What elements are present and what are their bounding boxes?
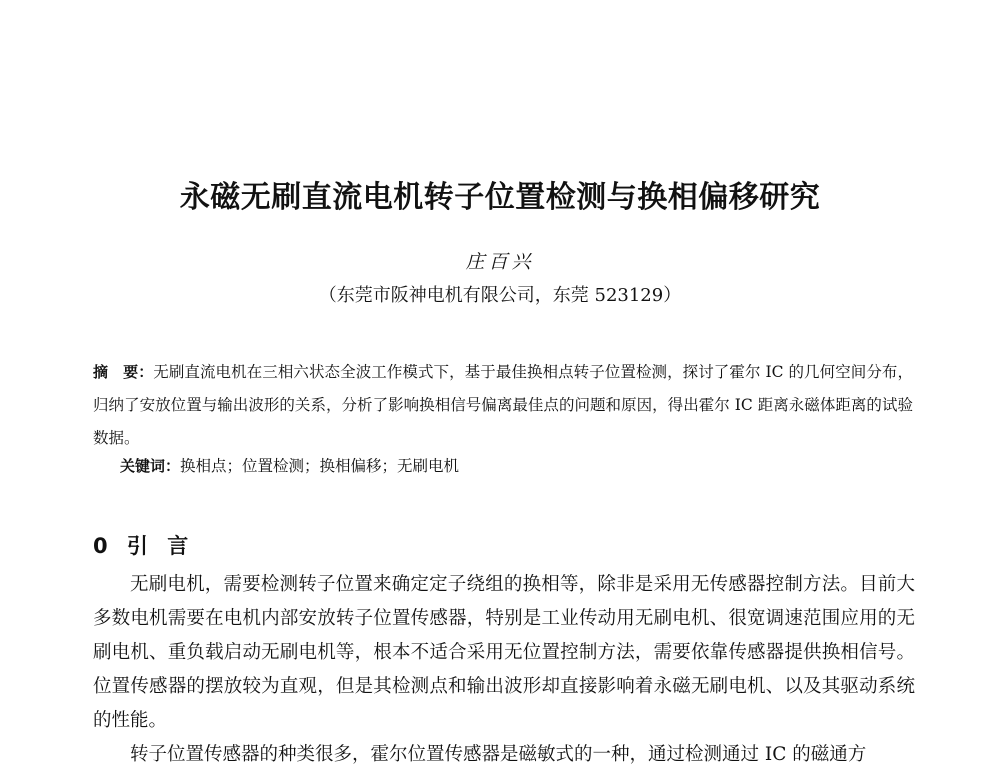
abstract <box>93 356 913 455</box>
author-affiliation: （东莞市阪神电机有限公司，东莞 523129） <box>318 285 682 306</box>
paper-title: 永磁无刷直流电机转子位置检测与换相偏移研究 <box>179 180 821 215</box>
keywords-label: 关键词： <box>120 457 181 475</box>
author-name: 庄百兴 <box>465 251 535 273</box>
paragraph: 无刷电机，需要检测转子位置来确定定子绕组的换相等，除非是采用无传感器控制方法。目前大多数电机需要在电机内部安放转子位置传感器，特别是工业传动用无刷电机、很宽调速范围应用的无刷电机、重负载启动无刷电机等，根本不适合采用无位置控制方法，需要依靠传感器提供换相信号。位置传感器的摆放较为直观，但是其检测点和输出波形却直接影响着永磁无刷电机、以及其驱动系统的性能。 <box>93 574 915 731</box>
section-heading: 0 引 言 <box>93 534 195 558</box>
abstract-text: 无刷直流电机在三相六状态全波工作模式下，基于最佳换相点转子位置检测，探讨了霍尔 IC 的几何空间分布，归纳了安放位置与输出波形的关系，分析了影响换相信号偏离最佳点的问题和原因，得出霍尔 IC 距离永磁体距离的试验数据。 <box>93 363 913 447</box>
body-text <box>93 568 915 772</box>
paragraph: 转子位置传感器的种类很多，霍尔位置传感器是磁敏式的一种，通过检测通过 IC 的磁通方 <box>130 744 867 765</box>
keywords <box>120 454 459 476</box>
abstract-label: 摘 要： <box>93 363 154 381</box>
keywords-text: 换相点；位置检测；换相偏移；无刷电机 <box>180 457 460 475</box>
